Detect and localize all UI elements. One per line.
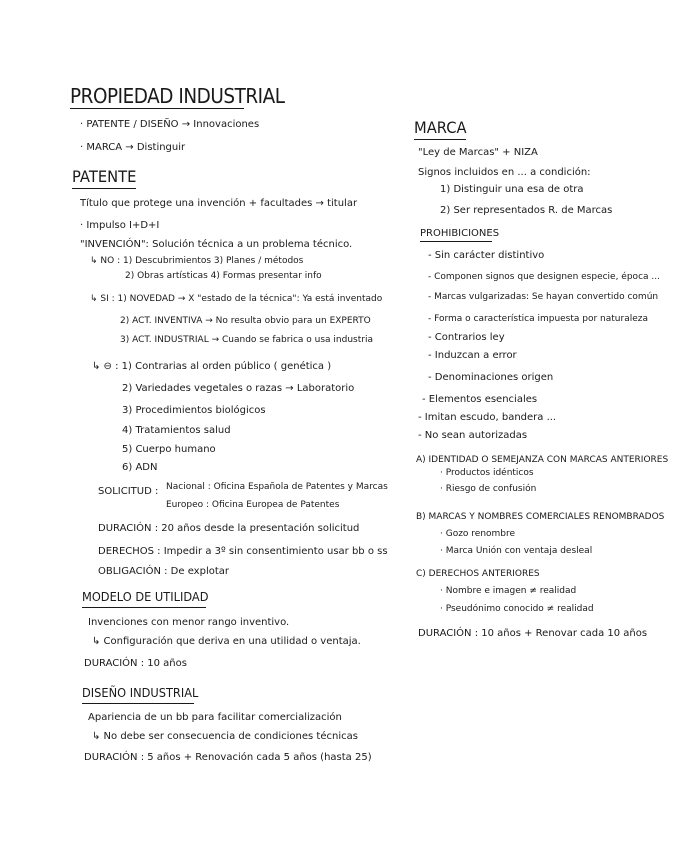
excl-item-2: 2) Variedades vegetales o razas → Laboratorio [122, 383, 355, 394]
si-line-3: 3) ACT. INDUSTRIAL → Cuando se fabrica o usa industria [120, 335, 373, 345]
prohibicion-7: - Denominaciones origen [428, 372, 554, 383]
marca-underline [414, 139, 466, 140]
solicitud-europeo: Europeo : Oficina Europea de Patentes [166, 500, 340, 510]
marca-ley: "Ley de Marcas" + NIZA [418, 147, 538, 158]
section-c-item-1: · Nombre e imagen ≠ realidad [440, 586, 577, 596]
patente-obligacion: OBLIGACIÓN : De explotar [98, 566, 230, 577]
prohibicion-1: - Sin carácter distintivo [428, 250, 545, 261]
prohibicion-4: - Forma o característica impuesta por naturaleza [428, 314, 648, 324]
marca-signos: Signos incluidos en ... a condición: [418, 167, 591, 178]
modelo-line-2: ↳ Configuración que deriva en una utilidad o ventaja. [92, 636, 361, 647]
section-c-item-2: · Pseudónimo conocido ≠ realidad [440, 604, 594, 614]
diseno-duracion: DURACIÓN : 5 años + Renovación cada 5 años (hasta 25) [84, 752, 372, 763]
patente-heading: PATENTE [72, 167, 137, 186]
section-a-item-1: · Productos idénticos [440, 468, 534, 478]
patente-duracion: DURACIÓN : 20 años desde la presentación solicitud [98, 523, 360, 534]
excl-item-4: 4) Tratamientos salud [122, 425, 231, 436]
section-b-item-1: · Gozo renombre [440, 529, 516, 539]
page-title: PROPIEDAD INDUSTRIAL [70, 84, 285, 108]
section-b-item-2: · Marca Unión con ventaja desleal [440, 546, 593, 556]
section-b-title: B) MARCAS Y NOMBRES COMERCIALES RENOMBRADOS [416, 512, 665, 522]
prohibicion-2: - Componen signos que designen especie, época ... [428, 272, 660, 282]
patente-invencion: "INVENCIÓN": Solución técnica a un problema técnico. [80, 239, 353, 250]
no-line-1: ↳ NO : 1) Descubrimientos 3) Planes / métodos [90, 256, 304, 266]
prohibiciones-heading: PROHIBICIONES [420, 228, 500, 239]
excl-item-6: 6) ADN [122, 462, 158, 473]
marca-heading: MARCA [414, 118, 467, 137]
prohibiciones-underline [420, 241, 492, 242]
modelo-heading: MODELO DE UTILIDAD [82, 590, 209, 604]
intro-marca: · MARCA → Distinguir [80, 142, 186, 153]
modelo-underline [82, 607, 206, 608]
marca-cond-1: 1) Distinguir una esa de otra [440, 184, 584, 195]
marca-cond-2: 2) Ser representados R. de Marcas [440, 205, 613, 216]
section-a-title: A) IDENTIDAD O SEMEJANZA CON MARCAS ANTERIORES [416, 455, 669, 465]
diseno-underline [82, 703, 194, 704]
prohibicion-3: - Marcas vulgarizadas: Se hayan convertido común [428, 292, 659, 302]
modelo-line-1: Invenciones con menor rango inventivo. [88, 617, 290, 628]
si-line-2: 2) ACT. INVENTIVA → No resulta obvio para un EXPERTO [120, 316, 371, 326]
section-a-item-2: · Riesgo de confusión [440, 484, 537, 494]
title-underline [70, 108, 244, 109]
diseno-line-1: Apariencia de un bb para facilitar comercialización [88, 712, 342, 723]
patente-definition: Título que protege una invención + facultades → titular [80, 198, 358, 209]
patente-impulso: · Impulso I+D+I [80, 220, 160, 231]
intro-patente: · PATENTE / DISEÑO → Innovaciones [80, 119, 260, 130]
patente-underline [72, 188, 136, 189]
excl-item-5: 5) Cuerpo humano [122, 444, 216, 455]
diseno-line-2: ↳ No debe ser consecuencia de condiciones técnicas [92, 731, 358, 742]
prohibicion-6: - Induzcan a error [428, 350, 517, 361]
prohibicion-8: - Elementos esenciales [422, 394, 538, 405]
solicitud-nacional: Nacional : Oficina Española de Patentes y Marcas [166, 482, 388, 492]
prohibicion-5: - Contrarios ley [428, 332, 505, 343]
si-line-1: ↳ SI : 1) NOVEDAD → X "estado de la técnica": Ya está inventado [90, 294, 383, 304]
diseno-heading: DISEÑO INDUSTRIAL [82, 686, 199, 700]
no-line-2: 2) Obras artísticas 4) Formas presentar info [125, 271, 322, 281]
modelo-duracion: DURACIÓN : 10 años [84, 658, 187, 669]
excl-line-1: ↳ ⊖ : 1) Contrarias al orden público ( genética ) [92, 361, 332, 372]
marca-duracion: DURACIÓN : 10 años + Renovar cada 10 años [418, 628, 648, 639]
excl-item-3: 3) Procedimientos biológicos [122, 405, 266, 416]
prohibicion-9: - Imitan escudo, bandera ... [418, 412, 557, 423]
prohibicion-10: - No sean autorizadas [418, 430, 528, 441]
solicitud-label: SOLICITUD : [98, 486, 159, 497]
section-c-title: C) DERECHOS ANTERIORES [416, 569, 540, 579]
patente-derechos: DERECHOS : Impedir a 3º sin consentimiento usar bb o ss [98, 546, 388, 557]
